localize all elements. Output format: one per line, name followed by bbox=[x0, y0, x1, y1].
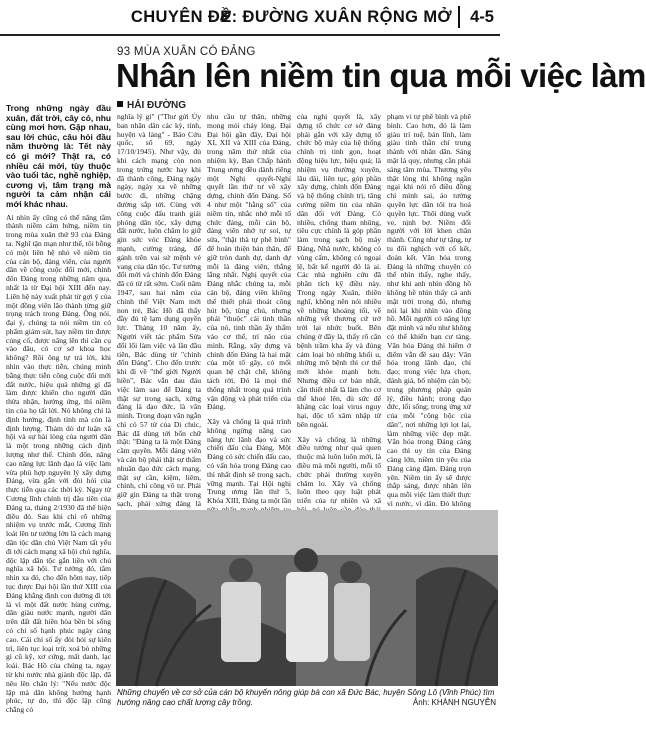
author-name: HẢI ĐƯỜNG bbox=[127, 100, 187, 111]
column-5 bbox=[387, 113, 471, 523]
article-lead: Trong những ngày đầu xuân, đất trời, cây cỏ, nhu cùng mơi hơn. Gặp nhau, sau lời chúc, câu hỏi đầu năm thường là: Tết này có gì mới? Thật ra, có nhiều cái mới, tùy thuộc vào tuổi tác, nghề nghiệp, cương vị, tâm trạng mà người ta cảm nhận cái mới khác nhau. bbox=[6, 103, 111, 209]
article-kicker: 93 MÙA XUÂN CÓ ĐẢNG bbox=[117, 46, 256, 58]
page-header bbox=[0, 0, 500, 36]
column-2 bbox=[117, 113, 201, 523]
col1-body: Ai nhìn ấy cũng có thể nâng tầm thành niềm cảm hứng, niềm tin trong mùa xuân thứ 93 của Đảng ta. Nghĩ tận mạn như thế, tôi bỗng có một liên hệ nhỏ về niềm tin của cán bộ, đảng viên, của người dân về công cuộc đổi mới, chính đốn Đảng trong những năm qua, nhất là từ Đại hội XIII đến nay. Liên hệ này xuất phát từ gợi ý của một đồng viên lão thành từng giữ trọng trách trong Đảng. Ông nói, đại ý, chúng ta nói niềm tin có phẩm giám sút, hay niềm tin được củng cố, được nâng lên thì cần cụ vào đâu, có cơ sở khoa học không? Rồi ông tự trả lời, khi nhìn vào thực tiễn, chúng minh bằng thực tiễn công cuộc đổi mới đất nước, hiệu quả những gì đã làm được khiến cho người dân thừa nhận, hưởng ứng, thì niềm tin của họ tất lời. Nó không chỉ là định hướng, định tính mà còn là định lượng. Thảm dò dư luận xã hội và sự hài lòng của người dân là một trong những cách định lượng như thế. Chỉnh đốn, nâng cao năng lực lãnh đạo là việc làm vừa phù hợp nguyên lý xây dựng Đảng, vừa gắn với đòi hỏi của thực tiễn qua các thời kỳ. Ngay từ Cương lĩnh chính trị đầu tiên của Đảng ta, tháng 2/1930 đã thể hiện điều đó. Sau khi chỉ rõ những nhiệm vụ trước mắt, Cương lĩnh loát lên tư tưởng lớn là cách mạng dân tộc dân chủ Việt Nam tất yếu đi tới cách mạng xã hội chủ nghĩa, độc lập dân tộc gắn liền với chủ nghĩa xã hội. Tư tưởng đó, tầm nhìn xa đó, cho đến hôm nay, tiếp tục được Đại hội lần thứ XIII của Đảng khẳng định con đường đi tới là vì một đất nước hùng cường, dân giàu nước mạnh, người dân trên đất đất hiền hòa bền bỉ sống có chỉ số hạnh phúc ngày càng cao. Cái chỉ số ấy đòi hỏi sự kiên trì, liên tục loại trừ, xoá bỏ những gì cũ kỹ, xơ cứng, mất danh, lạc loài. Bác Hồ của chúng ta, ngay từ khi nước nhà giành độc lập, đã nêu lên chân lý: "Nếu nước độc lập mà dân không hưởng hạnh phúc, tự do, thì độc lập cũng chẳng có bbox=[6, 212, 111, 715]
page-numbers: 4-5 bbox=[470, 8, 494, 26]
section-title: CHUYÊN ĐỀ: ĐƯỜNG XUÂN RỘNG MỞ bbox=[130, 8, 452, 26]
article-headline: Nhân lên niềm tin qua mỗi việc làm bbox=[116, 57, 646, 94]
photo-people bbox=[221, 548, 370, 662]
col3-body: nhu cầu tự thân, những mong mỏi cháy lòng. Đại Đại hội gần đây, Đại hội XI, XII và XIII của Đảng, trong năm thứ nhất của nhiệm kỳ, Ban Chấp hành Trung ương đều dành riêng một Nghị quyết-Nghị quyết lần thứ tư về xây dựng, chỉnh đốn Đảng. Số 4 như một "hằng số" của niềm tin, nhắc nhở mỗi tổ chức đảng, mỗi cán bộ, đảng viên nhớ tự soi, tự sửa, "thật thà tự phê bình" để hoàn thiện bản thân, để giữ tròn danh dự, danh dự mỗi là đảng viên, thắng lắng nhất. Nghị quyết của Đảng nhắc chúng ta, mỗi cán bộ, đảng viên không thể thiết phải thoát công hút bộ, tùng chủ, nhưng phải "thuộc" cái tinh thần của nó, tinh thần ấy thấm vào cơ thể, trí não của mình. Rằng, xây dựng và chỉnh đốn Đảng là hai mặt của một tổ gây, có mối quan hệ chặt chẽ, không tách rời. Đó là mọi thể thống nhất trong quá trình vận động và phát triển của Đảng. bbox=[207, 112, 291, 412]
header-divider bbox=[458, 6, 460, 28]
photo-credit: Ảnh: KHÁNH NGUYỄN bbox=[412, 698, 496, 707]
column-3 bbox=[207, 113, 291, 523]
article-byline bbox=[117, 100, 186, 111]
byline-square-icon bbox=[117, 101, 123, 107]
col5-body: phạm vi tự phê bình và phê bình. Cao hơn, đó là làm giàu trí tuệ, bản lĩnh, làm giàu tinh thần chí trung thành với nhân dân. Sáng mặt lá quy, nhưng cần phải sáng tâm mùa. Thương yêu thật lòng thì không ngần ngại khi nói rõ điều đồng chí mình sai, áo tưởng quyền lực dân tôi tra hoá quyền lực. Thôi dùng vuốt ve, nịnh bợ. Niềm đối người với lời khen chân thành. Cũng như tự tặng, tự tu đối nghịch với cố kết, đoàn kết. Văn hóa trong Đảng là những chuyện có thể nhìn thấy, nghe thấy, như khi anh nhìn đồng hồ không hề nhìn thấy cả anh mặt trời trong đó, nhưng nói lại khi nhìn vào đồng hồ. Mỗi người có năng lực đặt mình và nếu như không có thể khiến bạn cư tàng. Văn hóa Đảng thì hiểm ở điểm vẫn đề sau đây: Văn hóa trong lãnh đạo, chỉ đạo; trong việc lựa chọn, đánh giá, bố nhiệm cán bộ; trong phương pháp quản lý, điều hành; trong đạo đức, lối sống; trong ứng xử của mỗi "công bộc của dân", nơi những lợi lọt lại, làm những việc đẹp mặt. Văn hóa trong Đảng càng cao thì uy tín của Đảng càng lớn, niềm tin yêu của Đảng càng đậm. Đảng trọn yên. Niềm tin ấy sẽ được thắp sáng, được nhân lên qua mỗi việc làm thiết thực vì nước, vì dân. Đó không bbox=[387, 112, 471, 509]
column-1 bbox=[6, 103, 111, 715]
column-4 bbox=[297, 113, 381, 523]
photo-caption: Những chuyến về cơ sở của cán bộ khuyến nông giúp bà con xã Đức Bác, huyện Sông Lô (Vĩnh Phúc) tìm hướng nâng cao chất lượng cây trồng. bbox=[117, 688, 495, 707]
col2-body: nghĩa lý gì" ("Thư gửi Ủy ban nhân dân các kỳ, tỉnh, huyện và làng" - Báo Cứu quốc, số 69, ngày 17/10/1945). Như vậy, đủ khi cách mạng còn non trong trứng nước hay khi đã thành công, Đảng ngày ngày, ngày xa về những bước đi, những chặng đường sắp tới. Cùng với công cuộc đấu tranh giải phóng dân tộc, xây dựng đất nước, luôn chăm lo giữ gìn sức vóc Đảng khỏe mạnh, cường tráng, để gánh trên vai sứ mệnh vẻ vang của dân tộc. Tư tưởng đổi mới và chỉnh đốn Đảng đã có từ rất sớm. Cuối năm 1947, sau hai năm của chính thể Việt Nam mới non trẻ, Bác Hồ đã thấy đầy đủ tệ lạm dụng quyền lực. Tháng 10 năm ấy, Người viết tác phẩm Sửa đổi lối làm việc và lần đầu tiên, Bác dùng từ "chỉnh đốn Đảng". Cho đến trước khi đi về "thế giới Người hiền", Bác vẫn dau đáu việc làm sao để Đảng ta thật sự trong sạch, xứng đáng là đạo đức, là văn minh. Trong đoạn văn ngắn chỉ có 57 từ của Di chúc, Bác đã dùng tới bốn chữ thật: "Đảng ta là một Đảng cầm quyền. Mỗi đảng viên và cán bộ phải thật sự thấm nhuần đạo đức cách mạng, thật sự cần, kiệm, liêm, chính, chí công vô tư. Phải giữ gìn Đảng ta thật trong sạch, phải xứng đáng là bbox=[117, 112, 201, 509]
photo-field-scene bbox=[116, 510, 498, 686]
col4-body-2: Xây và chống là những điều tưởng như quá quen thuộc mà luôn luôn mới, là điều mà mỗi người, mỗi tổ chức phải thường xuyên chăm lo. Xây và chống luôn theo quy luật phát triển của tự nhiên và xã bbox=[297, 434, 381, 506]
article-photo bbox=[116, 510, 498, 686]
col4-body: của nghị quyết là, xây dựng tổ chức cơ sở đảng phải gắn với xây dựng tổ chức bộ máy của hệ thống chính trị tinh gọn, hoạt động hiệu lực, hiệu quả; là nhiệm vụ thường xuyên, lâu dài, liên tục, góp phần xây dựng, chỉnh đốn Đảng và hệ thống chính trị, tăng cường niềm tin của nhân dân đối với Đảng. Có nhiều, chống tham nhũng, tiêu cực chính là góp phần làm trong sạch bộ máy Đảng, Nhà nước, không có vùng cấm, không có ngoại lệ, bất kể người đó là ai. Các nhà nghiên cứu đã phân tích kỹ điều này. Trong ngày Xuân, thiền nghĩ, không nên nói nhiều về những khoảng tối, về những vết thương cứ trở trời lại nhức buốt. Bên chúng ở đây là, thấy rõ căn bệnh trầm kha ấy và đúng cảm loại bỏ những khối u, những mô bệnh thì cơ thể mới khỏe mạnh hơn. Nhưng điều cơ bản nhất, cần thiết nhất là làm cho cơ thể khoẻ lên, đủ sức để kháng các loại virus nguy hại, độc tố xâm nhập từ bên ngoài. bbox=[297, 112, 381, 429]
col3-body-2: Xây và chống là quá trình không ngừng nâng cao năng lực lãnh đạo và sức chiến đấu của Đảng. Một Đảng có sức chiến đấu cao, có vấn hóa trong Đảng cao thì nhất định sẽ trong sạch, vững mạnh. Tại Hội nghị Trung ương lần thứ 5, Khóa XIII, Đảng ta một lần bbox=[207, 417, 291, 506]
